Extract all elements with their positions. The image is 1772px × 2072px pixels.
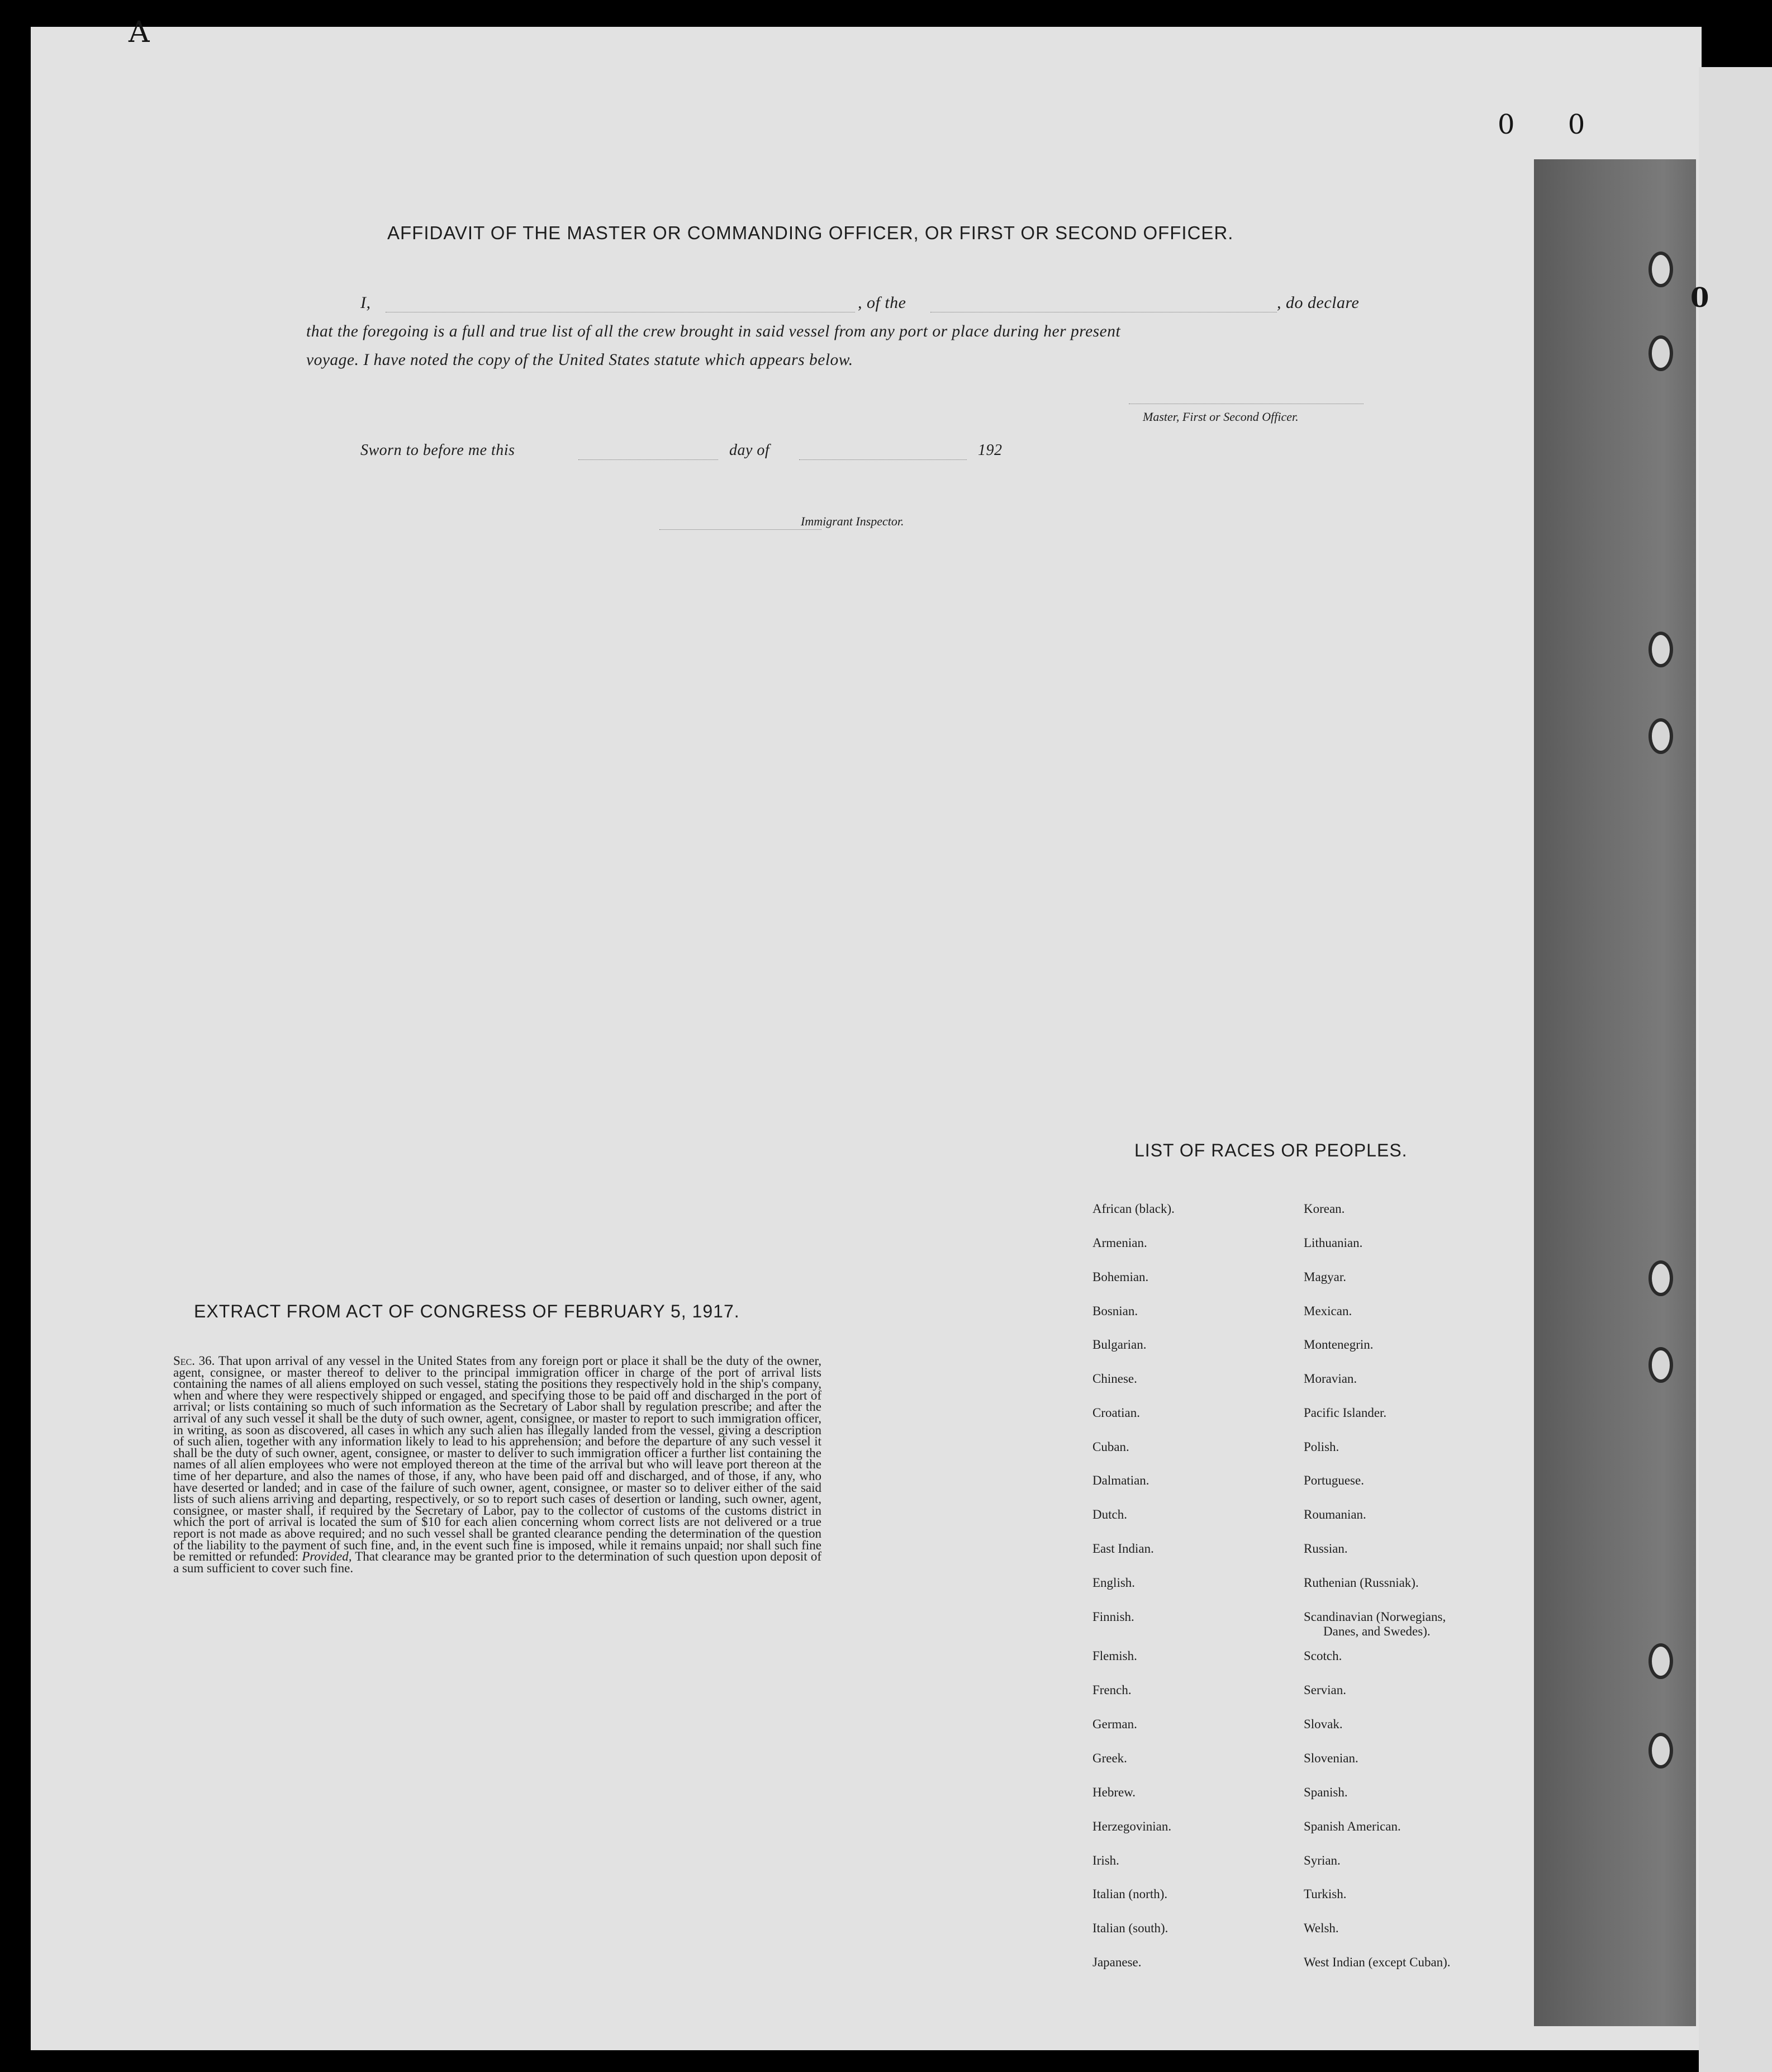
section-label: Sec. 36. (173, 1354, 215, 1368)
punch-hole (1649, 1260, 1673, 1296)
race-item: French. (1092, 1683, 1132, 1697)
race-item: Magyar. (1304, 1270, 1347, 1284)
race-item: Dalmatian. (1092, 1473, 1149, 1487)
race-item: Mexican. (1304, 1304, 1352, 1318)
adjacent-page-edge (1699, 67, 1772, 2072)
punch-hole (1649, 632, 1673, 667)
race-item: Armenian. (1092, 1236, 1147, 1250)
race-item: Moravian. (1304, 1372, 1357, 1386)
race-item: Welsh. (1304, 1921, 1339, 1935)
race-item: Slovenian. (1304, 1751, 1358, 1765)
race-item: Polish. (1304, 1440, 1339, 1454)
affidavit-i-label: I, (360, 293, 371, 312)
race-item: Dutch. (1092, 1507, 1127, 1521)
punch-hole (1649, 1347, 1673, 1383)
race-item: Bohemian. (1092, 1270, 1149, 1284)
extract-body-part1: That upon arrival of any vessel in the United States from any foreign port or place it shall be the duty of the owner, agent, consignee, or master thereof to deliver to the principal immigration officer in charge of the port of arrival lists containing the names of all aliens employed on such vessel, stating the positions they respectively hold in the ship's company, when and where they were respectively shipped or engaged, and specifying those to be paid off and discharged in the port of arrival; or lists containing so much of such information as the Secretary of Labor shall by regulation prescribe; and after the arrival of any such vessel it shall be the duty of such owner, agent, consignee, or master to report to such immigration officer, in writing, as soon as discovered, all cases in which any such alien has illegally landed from the vessel, giving a description of such alien, together with any information likely to lead to his apprehension; and before the departure of any such vessel it shall be the duty of such owner, agent, consignee, or master to deliver to such immigration officer a further list containing the names of all alien employees who were not employed thereon at the time of the arrival but who will leave port thereon at the time of her departure, and also the names of those, if any, who have been paid off and discharged, and of those, if any, who have deserted or landed; and in case of the failure of such owner, agent, consignee, or master so to deliver either of the said lists of such aliens arriving and departing, respectively, or so to report such cases of desertion or landing, such owner, agent, consignee, or master shall, if required by the Secretary of Labor, pay to the collector of customs of the customs district in which the port of arrival is located the sum of $10 for each alien concerning whom correct lists are not delivered or a true report is not made as above required; and no such vessel shall be granted clearance pending the determination of the question of the liability to the payment of such fine, and, in the event such fine is imposed, while it remains unpaid; nor shall such fine be remitted or refunded: (173, 1354, 821, 1564)
affidavit-text-line1: that the foregoing is a full and true list of all the crew brought in said vessel from any port or place during her present (306, 323, 1121, 340)
race-item: Croatian. (1092, 1406, 1140, 1420)
race-item: Chinese. (1092, 1372, 1137, 1386)
affidavit-title: AFFIDAVIT OF THE MASTER OR COMMANDING OFFICER, OR FIRST OR SECOND OFFICER. (387, 222, 1234, 243)
race-item: Pacific Islander. (1304, 1406, 1387, 1420)
race-item: Scotch. (1304, 1649, 1342, 1663)
inspector-signature-line (659, 529, 821, 530)
race-item: Italian (south). (1092, 1921, 1168, 1935)
margin-mark-top-left: A (129, 16, 150, 49)
extract-body (173, 1355, 821, 1574)
race-item: Spanish American. (1304, 1819, 1401, 1833)
provided-label: Provided, (302, 1549, 352, 1564)
race-item: Ruthenian (Russniak). (1304, 1576, 1419, 1590)
race-item: West Indian (except Cuban). (1304, 1955, 1451, 1969)
punch-hole (1649, 718, 1673, 754)
race-item: English. (1092, 1576, 1136, 1590)
margin-mark-top-right: 0 0 (1498, 109, 1608, 140)
race-item-continuation: Danes, and Swedes). (1323, 1624, 1431, 1638)
sworn-month-line (799, 459, 967, 460)
race-item: Turkish. (1304, 1887, 1347, 1901)
race-item: German. (1092, 1717, 1137, 1731)
race-item: Greek. (1092, 1751, 1127, 1765)
binder-tab (1534, 159, 1696, 2026)
affidavit-do-declare: , do declare (1277, 293, 1360, 312)
race-item: Herzegovinian. (1092, 1819, 1172, 1833)
margin-mark-right-edge: 0 (1690, 282, 1709, 314)
extract-body-part2: That clearance may be granted prior to the determination of such question upon deposit of a sum sufficient to cover such fine. (173, 1549, 821, 1575)
race-item: Flemish. (1092, 1649, 1137, 1663)
race-item: Montenegrin. (1304, 1338, 1374, 1352)
race-item: Roumanian. (1304, 1507, 1366, 1521)
affidavit-text-line2: voyage. I have noted the copy of the United States statute which appears below. (306, 351, 853, 369)
punch-hole (1649, 252, 1673, 287)
punch-hole (1649, 1643, 1673, 1679)
race-item: Hebrew. (1092, 1785, 1136, 1799)
sworn-year: 192 (978, 442, 1003, 459)
race-item: Russian. (1304, 1542, 1348, 1556)
races-title: LIST OF RACES OR PEOPLES. (1134, 1140, 1408, 1160)
race-item: Finnish. (1092, 1610, 1134, 1624)
race-item: Irish. (1092, 1853, 1119, 1867)
race-item: Korean. (1304, 1202, 1345, 1216)
race-item: Servian. (1304, 1683, 1347, 1697)
sworn-day-of: day of (729, 442, 770, 459)
race-item: Cuban. (1092, 1440, 1129, 1454)
punch-hole (1649, 335, 1673, 371)
race-item: African (black). (1092, 1202, 1175, 1216)
race-item: Scandinavian (Norwegians, (1304, 1610, 1446, 1624)
sworn-day-line (578, 459, 718, 460)
affidavit-of-the: , of the (858, 293, 906, 312)
race-item: Portuguese. (1304, 1473, 1364, 1487)
race-item: Syrian. (1304, 1853, 1341, 1867)
race-item: Slovak. (1304, 1717, 1343, 1731)
extract-title: EXTRACT FROM ACT OF CONGRESS OF FEBRUARY 5, 1917. (194, 1301, 740, 1321)
race-item: Japanese. (1092, 1955, 1142, 1969)
race-item: Bulgarian. (1092, 1338, 1147, 1352)
race-item: Italian (north). (1092, 1887, 1168, 1901)
race-item: Lithuanian. (1304, 1236, 1363, 1250)
signature-label: Master, First or Second Officer. (1143, 410, 1299, 424)
punch-hole (1649, 1733, 1673, 1768)
race-item: Bosnian. (1092, 1304, 1138, 1318)
race-item: Spanish. (1304, 1785, 1348, 1799)
sworn-prefix: Sworn to before me this (360, 442, 515, 459)
race-item: East Indian. (1092, 1542, 1154, 1556)
inspector-label: Immigrant Inspector. (801, 514, 904, 528)
